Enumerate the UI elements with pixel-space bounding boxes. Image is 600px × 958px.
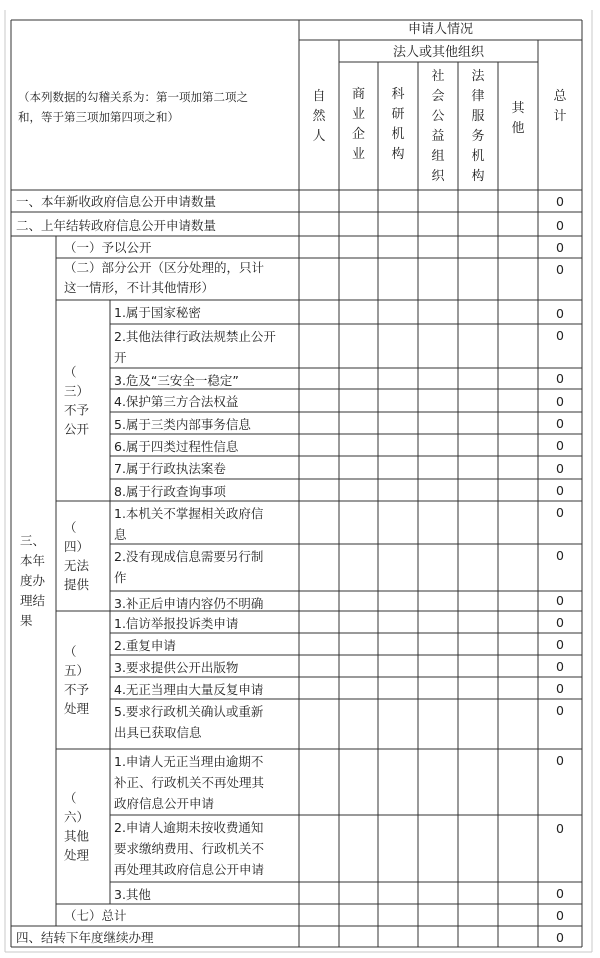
- total-value: 0: [556, 548, 564, 563]
- header-total-line: 计: [553, 109, 567, 124]
- group-other-processing-label-line: 六）: [64, 809, 90, 825]
- header-legal-service-line: 务: [471, 129, 485, 144]
- group-not-disclosed-item: [114, 305, 201, 320]
- total-value: 0: [556, 416, 564, 431]
- total-value: 0: [556, 262, 564, 277]
- group-other-processing-item: [114, 754, 265, 811]
- group-not-disclosed-label-line: 三）: [64, 383, 90, 399]
- group-cannot-provide-item: [114, 549, 263, 585]
- group-other-processing-item-line: 再处理其政府信息公开申请: [114, 862, 265, 877]
- group-not-processed-item-line: 1.信访举报投诉类申请: [114, 616, 239, 631]
- group-not-processed-item: [114, 660, 239, 675]
- total-value: 0: [556, 328, 564, 343]
- group-cannot-provide-item-line: 作: [114, 570, 127, 585]
- row-carried-to-next-year: 四、结转下年度继续办理: [16, 930, 154, 945]
- header-natural-person-line: 然: [312, 109, 326, 124]
- group-cannot-provide-label-line: 无法: [64, 558, 90, 573]
- header-business: [352, 86, 365, 162]
- table-grid-lines: [5, 10, 592, 952]
- group-not-disclosed-item: [114, 373, 239, 388]
- group-cannot-provide-item: [114, 506, 264, 542]
- total-value: 0: [556, 483, 564, 498]
- group-not-disclosed-item-line: 4.保护第三方合法权益: [114, 394, 239, 409]
- group-not-processed-item-line: 5.要求行政机关确认或重新: [114, 704, 264, 719]
- header-legal-service: [471, 68, 485, 184]
- total-value: 0: [556, 505, 564, 520]
- header-social-organization: [431, 68, 445, 184]
- group-other-processing-item-line: 2.申请人逾期未按收费通知: [114, 820, 264, 835]
- group-not-disclosed-label: [64, 365, 90, 437]
- group-not-processed-item-line: 出具已获取信息: [114, 725, 202, 740]
- group-not-processed-label-line: 五）: [64, 663, 90, 678]
- group-not-processed-label-line: 处理: [64, 701, 90, 716]
- total-value: 0: [556, 753, 564, 768]
- group-not-disclosed-item-line: 2.其他法律行政法规禁止公开: [114, 329, 276, 344]
- group-cannot-provide-label-line: 四）: [64, 539, 90, 554]
- header-research: [391, 86, 404, 162]
- total-value: 0: [556, 438, 564, 453]
- total-value: 0: [556, 194, 564, 209]
- header-social-organization-line: 会: [431, 89, 445, 104]
- row-new-applications: 一、本年新收政府信息公开申请数量: [16, 194, 217, 209]
- header-legal-service-line: 机: [471, 149, 485, 164]
- group-not-disclosed-item: [114, 394, 239, 409]
- total-value: 0: [556, 371, 564, 386]
- total-value: 0: [556, 306, 564, 321]
- group-cannot-provide-item-line: 1.本机关不掌握相关政府信: [114, 506, 264, 521]
- row-partially-disclosed-line: 这一情形，不计其他情形）: [64, 280, 215, 295]
- header-social-organization-line: 社: [431, 69, 445, 84]
- header-note-line: （本列数据的勾稽关系为：第一项加第二项之: [18, 90, 248, 104]
- group-other-processing-label-line: 其他: [64, 828, 90, 844]
- group-cannot-provide-item-line: 2.没有现成信息需要另行制: [114, 549, 264, 564]
- header-research-line: 机: [391, 127, 405, 142]
- group-other-processing-item-line: 要求缴纳费用、行政机关不: [114, 841, 265, 856]
- header-natural-person-line: 自: [312, 89, 326, 104]
- group-not-disclosed-label-line: 不予: [64, 402, 90, 418]
- row-carried-over-applications: 二、上年结转政府信息公开申请数量: [16, 218, 217, 233]
- group-not-disclosed-item: [114, 417, 251, 432]
- group-not-disclosed-item-line: 6.属于四类过程性信息: [114, 439, 239, 454]
- row-subtotal: （七）总计: [64, 908, 127, 923]
- row-partially-disclosed: [64, 260, 265, 295]
- group-other-processing-item-line: 补正、行政机关不再处理其: [114, 775, 265, 790]
- group-other-processing-label: [64, 791, 90, 863]
- header-natural-person: [312, 89, 326, 144]
- group-not-disclosed-item-line: 8.属于行政查询事项: [114, 484, 226, 499]
- group-other-processing-item-line: 政府信息公开申请: [114, 796, 215, 811]
- total-value: 0: [556, 821, 564, 836]
- group-not-processed-item: [114, 638, 176, 653]
- total-value: 0: [556, 930, 564, 945]
- total-value: 0: [556, 394, 564, 409]
- group-cannot-provide-item: [114, 596, 263, 611]
- header-other-line: 他: [511, 121, 525, 136]
- section-three-label-line: 三、: [20, 533, 46, 548]
- section-three-label-line: 度办: [20, 573, 46, 588]
- header-social-organization-line: 益: [431, 129, 445, 144]
- group-not-processed-item: [114, 682, 263, 697]
- header-business-line: 企: [351, 127, 366, 142]
- header-business-line: 业: [351, 107, 366, 122]
- group-not-processed-label-line: （: [64, 644, 77, 659]
- total-value: 0: [556, 218, 564, 233]
- total-value: 0: [556, 703, 564, 718]
- header-research-line: 构: [391, 147, 405, 162]
- group-not-processed-item: [114, 704, 264, 740]
- header-business-line: 商: [351, 87, 366, 102]
- total-value: 0: [556, 461, 564, 476]
- group-not-disclosed-item: [114, 439, 239, 454]
- total-value: 0: [556, 659, 564, 674]
- group-other-processing-item-line: 3.其他: [114, 887, 151, 902]
- group-other-processing-label-line: 处理: [64, 847, 90, 863]
- header-other: [511, 100, 525, 136]
- group-not-processed-item-line: 4.无正当理由大量反复申请: [114, 682, 264, 697]
- group-not-disclosed-item-line: 3.危及“三安全一稳定”: [114, 373, 239, 388]
- header-social-organization-line: 织: [431, 169, 445, 184]
- group-not-disclosed-item-line: 1.属于国家秘密: [114, 305, 201, 320]
- group-not-disclosed-item: [114, 329, 276, 365]
- header-note: [18, 90, 248, 124]
- group-not-processed-item-line: 2.重复申请: [114, 638, 176, 653]
- group-not-disclosed-item-line: 5.属于三类内部事务信息: [114, 417, 251, 432]
- group-not-processed-item: [114, 616, 238, 631]
- header-social-organization-line: 组: [431, 149, 445, 164]
- header-research-line: 研: [391, 107, 405, 122]
- total-value: 0: [556, 886, 564, 901]
- header-social-organization-line: 公: [431, 109, 445, 124]
- header-legal-service-line: 法: [471, 69, 485, 84]
- group-other-processing-label-line: （: [64, 790, 77, 806]
- total-value: 0: [556, 593, 564, 608]
- group-not-disclosed-item: [114, 484, 226, 499]
- header-legal-service-line: 构: [471, 169, 485, 184]
- header-other-line: 其: [511, 101, 525, 116]
- total-value: 0: [556, 615, 564, 630]
- group-not-processed-label-line: 不予: [64, 682, 90, 697]
- section-three-label-line: 果: [20, 613, 33, 628]
- table-cell-texts: [16, 21, 567, 945]
- header-legal-service-line: 律: [471, 89, 485, 104]
- header-business-line: 业: [351, 147, 366, 162]
- group-not-disclosed-item-line: 7.属于行政执法案卷: [114, 461, 226, 476]
- group-not-processed-item-line: 3.要求提供公开出版物: [114, 660, 239, 675]
- group-not-disclosed-label-line: （: [64, 364, 77, 380]
- header-note-line: 和，等于第三项加第四项之和）: [18, 110, 179, 124]
- group-not-disclosed-item: [114, 461, 226, 476]
- group-cannot-provide-label: [64, 520, 90, 592]
- group-cannot-provide-label-line: （: [64, 520, 77, 535]
- header-natural-person-line: 人: [312, 129, 326, 144]
- header-research-line: 科: [391, 87, 405, 102]
- header-total: [553, 89, 567, 124]
- total-value: 0: [556, 240, 564, 255]
- group-other-processing-item: [114, 887, 151, 902]
- group-cannot-provide-item-line: 息: [114, 527, 127, 542]
- group-other-processing-item-line: 1.申请人无正当理由逾期不: [114, 754, 264, 769]
- header-total-line: 总: [553, 89, 567, 104]
- total-value: 0: [556, 908, 564, 923]
- group-cannot-provide-item-line: 3.补正后申请内容仍不明确: [114, 596, 264, 611]
- header-applicant-situation: 申请人情况: [407, 22, 474, 37]
- group-cannot-provide-label-line: 提供: [64, 577, 90, 592]
- total-value: 0: [556, 681, 564, 696]
- row-disclosed: （一）予以公开: [64, 240, 152, 255]
- group-not-processed-label: [64, 644, 90, 716]
- group-other-processing-item: [114, 820, 265, 877]
- header-legal-or-other: 法人或其他组织: [392, 45, 485, 60]
- total-value: 0: [556, 637, 564, 652]
- section-three-label-line: 本年: [20, 553, 46, 568]
- group-not-disclosed-label-line: 公开: [64, 421, 90, 437]
- header-legal-service-line: 服: [471, 109, 485, 124]
- section-three-label-line: 理结: [20, 593, 46, 608]
- row-partially-disclosed-line: （二）部分公开（区分处理的，只计: [64, 260, 265, 275]
- section-three-label: [20, 533, 46, 628]
- group-not-disclosed-item-line: 开: [114, 350, 127, 365]
